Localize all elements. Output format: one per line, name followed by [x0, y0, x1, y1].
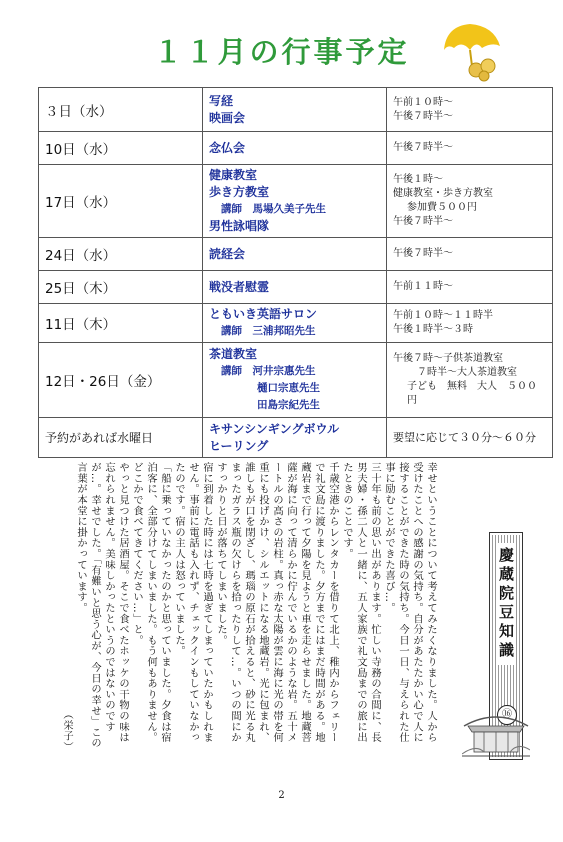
time-text: 参加費５００円 [407, 202, 477, 213]
time-text: 午後７時半～ [393, 248, 453, 259]
article-paragraph: 幸せということについて考えてみたくなりました。人から受けたことへの感謝の気持ち。自分があたたかい心で人に接することができた時の気持ち。今日一日、与えられた仕事に励むことができた喜び…。 [383, 462, 437, 743]
event-label: 男性詠唱隊 [209, 219, 270, 233]
event-label: ヒーリング [209, 438, 269, 453]
table-row [39, 304, 553, 343]
article-paragraph: 「船に乗っていなかったのかと思っていました。夕食は宿泊客に、全部分けてしまいました。もう何もありません。どこかで食べてきてください…」と。 [131, 462, 171, 743]
page-title: １１月の行事予定 [153, 35, 410, 69]
article-paragraph: やっと見つけた居酒屋。そこで食べたホッケの干物の味は忘れられません。美味しかったというのではないのですが…。幸せでした。「有難いと思う心が、今日の幸せ」この言葉が本堂に掛かっています。 [75, 462, 129, 749]
time-text: 午後７時～子供茶道教室 [393, 353, 503, 364]
event-label: 読経会 [209, 246, 246, 261]
temple-illustration-icon [462, 704, 530, 758]
event-label: 映画会 [209, 110, 246, 125]
time-text: 午後１時半～３時 [393, 324, 473, 335]
time-text: 午前１０時～ [393, 96, 453, 108]
column-number: ⑯ [497, 705, 517, 725]
article-paragraph: 三十年も前の思い出があります。忙しい寺務の合間に、長男夫婦・孫二人と一緒に、五人家族で礼文島までの旅に出たときのことです。 [341, 462, 381, 743]
table-row [39, 132, 553, 165]
time-text: 子ども 無料 大人 ５００円 [407, 381, 537, 406]
event-cell [203, 418, 387, 458]
date-cell: 24日（水） [39, 238, 203, 271]
time-cell [387, 132, 553, 165]
event-label: 写経 [209, 93, 234, 108]
column-title: 慶蔵院豆知識 [496, 543, 516, 665]
author-signature: （栄子） [61, 708, 73, 752]
event-lecturer: 講師 三浦邦昭先生 [221, 325, 316, 337]
event-cell [203, 88, 387, 132]
ginkgo-leaf-icon [436, 20, 506, 82]
event-cell [203, 132, 387, 165]
event-label: 歩き方教室 [209, 185, 270, 199]
time-text: 午前１１時～ [393, 281, 453, 292]
time-text: 要望に応じて３０分～６０分 [393, 430, 536, 444]
time-cell [387, 238, 553, 271]
event-lecturer: 講師 河井宗惠先生 [221, 365, 316, 377]
time-cell [387, 304, 553, 343]
event-label: 茶道教室 [209, 347, 258, 361]
time-text: 午後７時半～ [393, 216, 453, 227]
table-row [39, 88, 553, 132]
event-lecturer: 講師 馬場久美子先生 [221, 203, 326, 215]
column-article [61, 462, 438, 752]
event-lecturer: 田島宗紀先生 [257, 399, 320, 411]
date-cell: 12日・26日（金） [39, 343, 203, 418]
event-label: 念仏会 [209, 140, 246, 155]
time-cell [387, 418, 553, 458]
time-cell [387, 165, 553, 238]
article-paragraph: 千歳空港からレンタカーを借りて北上、稚内からフェリーで礼文島に渡りました。夕方までにはまだ時間がある。地蔵岩まで行って夕陽を見ようと車を走らせました。地蔵菩薩が海に向って清らかに佇んでいるかのような岩。五十メートルの高さの岩柱。真っ赤な太陽が雲に海に光の帯を何重にも投げかけ、シルエットになる地蔵岩。光に包まれ、誰しもが口を閉ざし、瑪瑙の原石が拾えると、砂に光る丸まったガラス瓶の欠けらを拾ったりして…。いつの間にかすっかりと日が落ちてしまいました。 [215, 462, 339, 743]
article-paragraph: 宿に到着した時には七時を過ぎてしまっていたかもしれません。事前に電話も入れず、チェックインもしていなかったのです。宿の主人は怒っていました。 [173, 462, 213, 743]
time-text: ７時半～大人茶道教室 [417, 367, 517, 378]
event-label: 健康教室 [209, 168, 258, 182]
table-row [39, 271, 553, 304]
event-cell [203, 343, 387, 418]
date-cell: 11日（木） [39, 304, 203, 343]
table-row [39, 165, 553, 238]
date-cell: 10日（水） [39, 132, 203, 165]
event-cell [203, 238, 387, 271]
event-cell [203, 271, 387, 304]
date-cell: 17日（水） [39, 165, 203, 238]
date-cell: 予約があれば水曜日 [39, 418, 203, 458]
time-cell [387, 343, 553, 418]
event-lecturer: 樋口宗恵先生 [257, 382, 320, 394]
time-text: 午後７時半～ [393, 110, 453, 122]
time-text: 健康教室・歩き方教室 [393, 188, 493, 199]
event-label: ともいき英語サロン [209, 307, 318, 321]
event-cell [203, 304, 387, 343]
schedule-table [38, 87, 553, 458]
table-row [39, 238, 553, 271]
time-cell [387, 271, 553, 304]
page-number: 2 [278, 790, 285, 801]
time-cell [387, 88, 553, 132]
time-text: 午後７時半～ [393, 142, 453, 153]
event-label: 戦没者慰霊 [209, 279, 270, 294]
date-cell: ３日（水） [39, 88, 203, 132]
event-label: キサンシンギングボウル [209, 421, 340, 436]
time-text: 午後１時～ [393, 174, 443, 185]
date-cell: 25日（木） [39, 271, 203, 304]
table-row [39, 343, 553, 418]
event-cell [203, 165, 387, 238]
time-text: 午前１０時～１１時半 [393, 310, 493, 321]
table-row [39, 418, 553, 458]
